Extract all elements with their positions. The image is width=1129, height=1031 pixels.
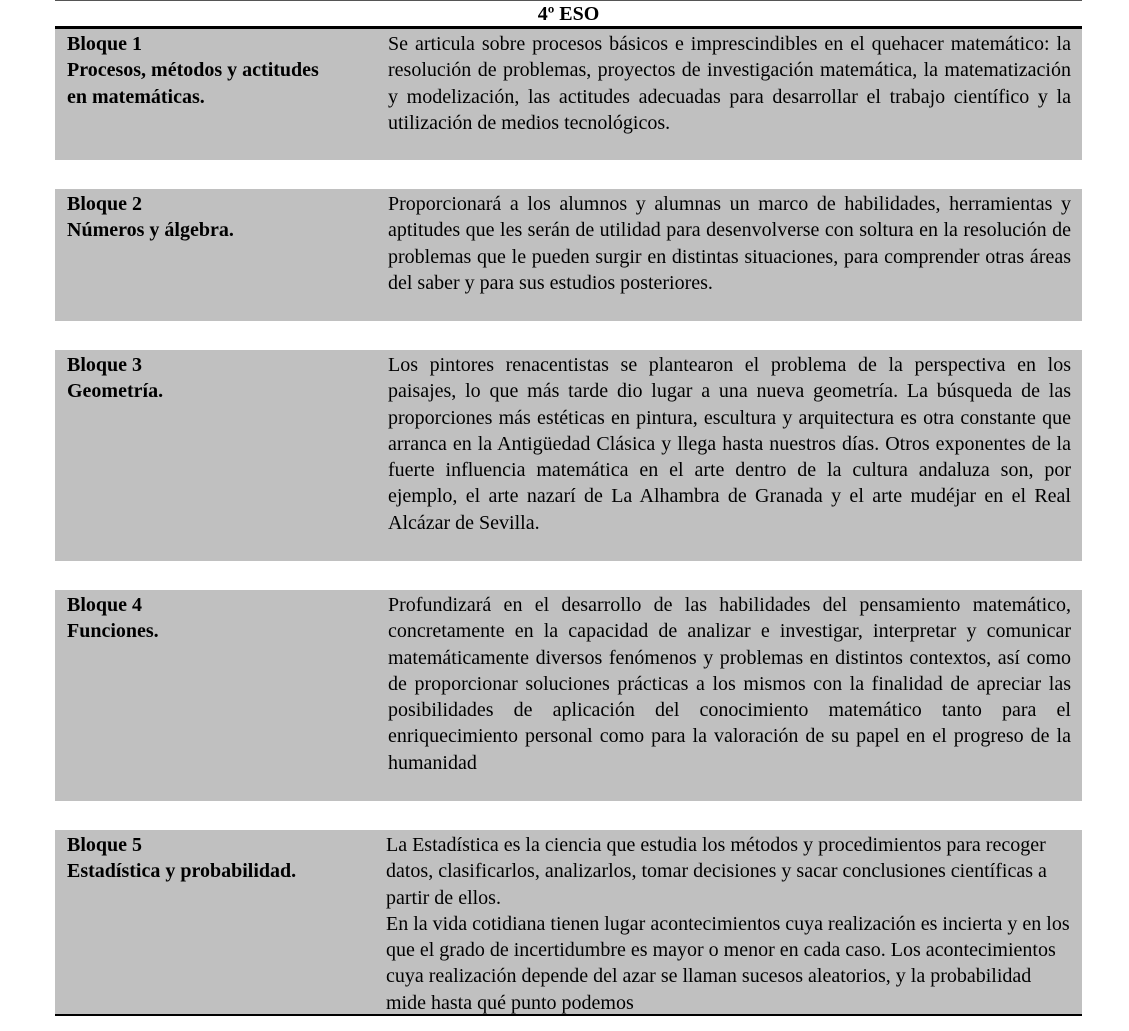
- block-number: Bloque 2: [67, 193, 143, 215]
- block-label: [67, 592, 377, 645]
- block-description: [388, 191, 1071, 296]
- table-row-bloque-2: [55, 189, 1082, 321]
- block-label: [67, 352, 377, 405]
- block-description: [388, 31, 1071, 136]
- block-description: [386, 832, 1076, 1015]
- block-paragraph: Profundizará en el desarrollo de las habilidades del pensamiento matemático, concretamente en la capacidad de analizar e investigar, interpretar y comunicar matemáticamente diversos fenómenos y problemas en distintos contextos, así como de proporcionar soluciones prácticas a los mismos con la finalidad de apreciar las posibilidades de aplicación del conocimiento matemático tanto para el enriquecimiento personal como para la valoración de su papel en el progreso de la humanidad: [388, 594, 1071, 774]
- block-description: [388, 592, 1071, 776]
- block-number: Bloque 1: [67, 33, 143, 55]
- table-row-bloque-4: [55, 590, 1082, 801]
- table-header-title: 4º ESO: [537, 3, 600, 25]
- table-row-bloque-5: [55, 830, 1082, 1015]
- block-number: Bloque 4: [67, 594, 143, 616]
- block-title-line: Geometría.: [67, 380, 164, 403]
- block-label: [67, 191, 377, 244]
- table-bottom-rule: [55, 1014, 1082, 1016]
- block-title-line: Procesos, métodos y actitudes: [67, 59, 319, 82]
- block-description: [388, 352, 1071, 536]
- table-top-rule: [55, 0, 1082, 1]
- block-paragraph: Los pintores renacentistas se plantearon el problema de la perspectiva en los paisajes, lo que más tarde dio lugar a una nueva geometría. La búsqueda de las proporciones más estéticas en pintura, escultura y arquitectura es otra constante que arranca en la Antigüedad Clásica y llega hasta nuestros días. Otros exponentes de la fuerte influencia matemática en el arte dentro de la cultura andaluza son, por ejemplo, el arte nazarí de La Alhambra de Granada y el arte mudéjar en el Real Alcázar de Sevilla.: [388, 354, 1071, 534]
- block-paragraph: Proporcionará a los alumnos y alumnas un marco de habilidades, herramientas y aptitudes que les serán de utilidad para desenvolverse con soltura en la resolución de problemas que le pueden surgir en distintas situaciones, para comprender otras áreas del saber y para sus estudios posteriores.: [388, 193, 1071, 294]
- block-title-line: Estadística y probabilidad.: [67, 860, 297, 883]
- block-title-line: Números y álgebra.: [67, 219, 234, 242]
- block-number: Bloque 3: [67, 354, 143, 376]
- block-title-line: en matemáticas.: [67, 85, 205, 108]
- block-paragraph: La Estadística es la ciencia que estudia los métodos y procedimientos para recoger datos, clasificarlos, analizarlos, tomar decisiones y sacar conclusiones científicas a partir de ellos.: [386, 834, 1047, 909]
- block-label: [67, 832, 377, 885]
- block-paragraph: En la vida cotidiana tienen lugar acontecimientos cuya realización es incierta y en los que el grado de incertidumbre es mayor o menor en cada caso. Los acontecimientos cuya realización depende del azar se llaman sucesos aleatorios, y la probabilidad mide hasta qué punto podemos: [386, 912, 1070, 1014]
- block-number: Bloque 5: [67, 834, 143, 856]
- block-paragraph: Se articula sobre procesos básicos e imprescindibles en el quehacer matemático: la resolución de problemas, proyectos de investigación matemática, la matematización y modelización, las actitudes adecuadas para desarrollar el trabajo científico y la utilización de medios tecnológicos.: [388, 33, 1071, 134]
- block-title-line: Funciones.: [67, 620, 159, 643]
- table-row-bloque-1: [55, 29, 1082, 160]
- table-row-bloque-3: [55, 350, 1082, 561]
- block-label: [67, 31, 377, 110]
